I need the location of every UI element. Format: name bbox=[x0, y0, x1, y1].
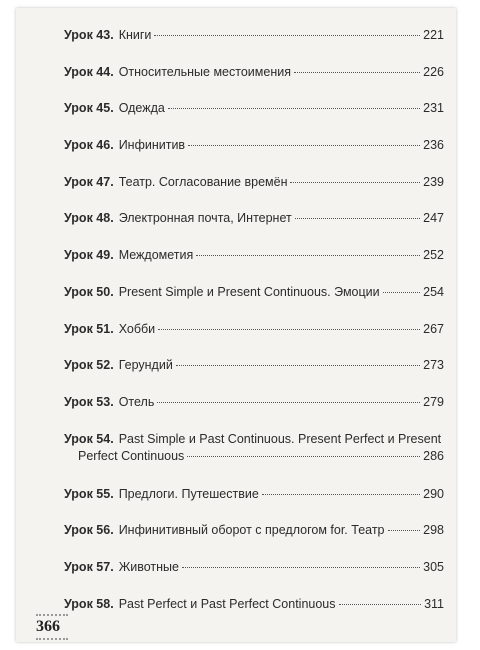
lesson-title: Герундий bbox=[118, 358, 173, 373]
lesson-title: Хобби bbox=[118, 321, 156, 336]
toc-entry-45 bbox=[64, 101, 444, 138]
lesson-title: Животные bbox=[118, 559, 179, 574]
lesson-number: Урок 47. bbox=[64, 174, 114, 189]
page-ref: 267 bbox=[423, 321, 444, 336]
page-ref: 286 bbox=[423, 448, 444, 463]
dot-leader bbox=[188, 145, 420, 146]
lesson-number: Урок 43. bbox=[64, 28, 114, 42]
toc-entry-48 bbox=[64, 211, 444, 248]
lesson-title: Инфинитивный оборот с предлогом for. Театр bbox=[118, 523, 385, 538]
page-number-ornament-top bbox=[36, 611, 68, 616]
dot-leader bbox=[339, 604, 422, 605]
page-ref: 273 bbox=[423, 358, 444, 373]
toc-entry-54 bbox=[64, 432, 444, 487]
lesson-title: Одежда bbox=[118, 101, 165, 116]
page-ref: 247 bbox=[423, 211, 444, 226]
dot-leader bbox=[154, 35, 420, 36]
lesson-title: Книги bbox=[118, 28, 152, 42]
toc-entry-46 bbox=[64, 138, 444, 175]
dot-leader bbox=[182, 567, 420, 568]
lesson-number: Урок 53. bbox=[64, 394, 114, 409]
dot-leader bbox=[176, 365, 420, 366]
lesson-number: Урок 56. bbox=[64, 523, 114, 538]
lesson-title: Относительные местоимения bbox=[118, 64, 291, 79]
dot-leader bbox=[168, 108, 420, 109]
toc-entry-53 bbox=[64, 395, 444, 432]
page-ref: 298 bbox=[423, 523, 444, 538]
dot-leader bbox=[157, 402, 420, 403]
book-page bbox=[16, 8, 456, 642]
lesson-number: Урок 58. bbox=[64, 596, 114, 611]
lesson-number: Урок 45. bbox=[64, 101, 114, 116]
lesson-number: Урок 50. bbox=[64, 284, 114, 299]
page-ref: 254 bbox=[423, 284, 444, 299]
lesson-title: Past Perfect и Past Perfect Continuous bbox=[118, 596, 336, 611]
dot-leader bbox=[262, 494, 420, 495]
lesson-title: Театр. Согласование времён bbox=[118, 174, 288, 189]
lesson-title-continued: Perfect Continuous bbox=[78, 448, 185, 463]
lesson-number: Урок 52. bbox=[64, 358, 114, 373]
toc-entry-43 bbox=[64, 28, 444, 65]
lesson-number: Урок 55. bbox=[64, 486, 114, 501]
dot-leader bbox=[295, 218, 420, 219]
page-ref: 252 bbox=[423, 248, 444, 263]
dot-leader bbox=[383, 292, 421, 293]
page-ref: 305 bbox=[423, 559, 444, 574]
page-ref: 231 bbox=[423, 101, 444, 116]
dot-leader bbox=[290, 182, 420, 183]
toc-entry-58 bbox=[64, 597, 444, 634]
toc-entry-44 bbox=[64, 65, 444, 102]
page-number: 366 bbox=[36, 618, 60, 635]
toc-entry-55 bbox=[64, 487, 444, 524]
page-ref: 226 bbox=[423, 64, 444, 79]
table-of-contents bbox=[64, 28, 444, 633]
toc-entry-56 bbox=[64, 523, 444, 560]
lesson-title: Отель bbox=[118, 394, 155, 409]
page-ref: 311 bbox=[424, 596, 444, 611]
toc-entry-47 bbox=[64, 175, 444, 212]
dot-leader bbox=[388, 530, 421, 531]
page-ref: 279 bbox=[423, 394, 444, 409]
dot-leader bbox=[158, 329, 420, 330]
toc-entry-51 bbox=[64, 322, 444, 359]
lesson-title: Электронная почта, Интернет bbox=[118, 211, 292, 226]
page-ref: 239 bbox=[423, 174, 444, 189]
toc-entry-50 bbox=[64, 285, 444, 322]
lesson-number: Урок 48. bbox=[64, 211, 114, 226]
lesson-number: Урок 46. bbox=[64, 138, 114, 153]
lesson-title: Междометия bbox=[118, 248, 194, 263]
toc-entry-52 bbox=[64, 358, 444, 395]
lesson-title: Инфинитив bbox=[118, 138, 186, 153]
toc-entry-57 bbox=[64, 560, 444, 597]
lesson-number: Урок 51. bbox=[64, 321, 114, 336]
toc-entry-49 bbox=[64, 248, 444, 285]
dot-leader bbox=[294, 72, 420, 73]
lesson-number: Урок 49. bbox=[64, 248, 114, 263]
lesson-title: Present Simple и Present Continuous. Эмоции bbox=[118, 284, 380, 299]
dot-leader bbox=[187, 456, 420, 457]
lesson-number: Урок 44. bbox=[64, 64, 114, 79]
lesson-number: Урок 54. bbox=[64, 431, 114, 446]
dot-leader bbox=[196, 255, 420, 256]
lesson-title: Предлоги. Путешествие bbox=[118, 486, 259, 501]
page-number-ornament-bottom bbox=[36, 635, 68, 640]
page-ref: 290 bbox=[423, 486, 444, 501]
lesson-number: Урок 57. bbox=[64, 559, 114, 574]
lesson-title: Past Simple и Past Continuous. Present Perfect и Present bbox=[118, 431, 442, 446]
page-ref: 221 bbox=[423, 28, 444, 42]
page-ref: 236 bbox=[423, 138, 444, 153]
